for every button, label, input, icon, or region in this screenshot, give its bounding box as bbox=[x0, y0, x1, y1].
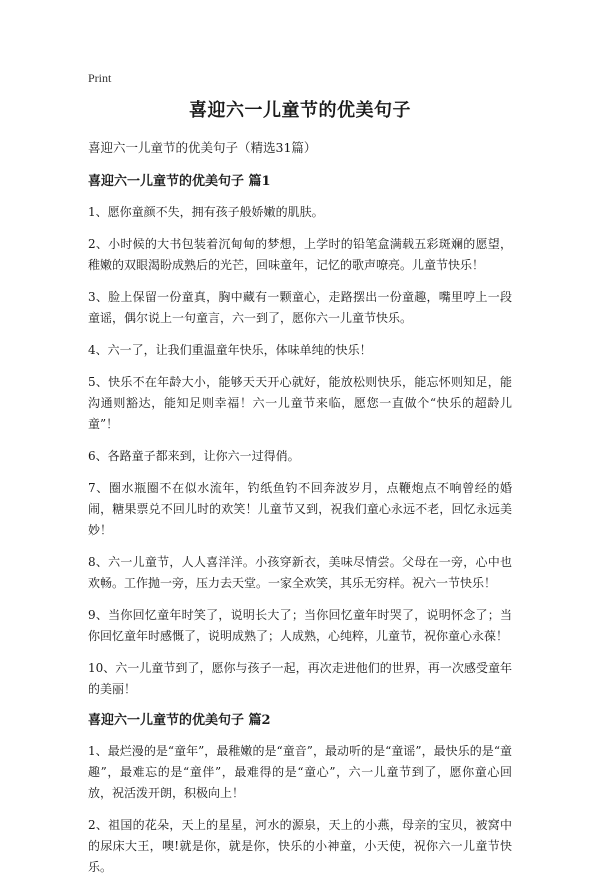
paragraph: 10、六一儿童节到了，愿你与孩子一起，再次走进他们的世界，再一次感受童年的美丽！ bbox=[88, 661, 512, 696]
paragraph: 7、圈水瓶圈不在似水流年，钓纸鱼钓不回奔波岁月，点鞭炮点不响曾经的婚闹，糖果票兑不回儿时的欢笑！儿童节又到，祝我们童心永远不老，回忆永远美妙！ bbox=[88, 481, 512, 537]
section-1 bbox=[88, 172, 512, 700]
paragraph: 1、最烂漫的是“童年”，最稚嫩的是“童音”，最动听的是“童谣”，最快乐的是“童趣”，最难忘的是“童伴”，最难得的是“童心”，六一儿童节到了，愿你童心回放，祝活泼开朗，积极向上！ bbox=[88, 744, 512, 800]
paragraph: 2、祖国的花朵，天上的星星，河水的源泉，天上的小燕，母亲的宝贝，被窝中的尿床大王，噢!就是你，就是你，快乐的小神童，小天使，祝你六一儿童节快乐。 bbox=[88, 818, 512, 874]
section-heading: 喜迎六一儿童节的优美句子 篇1 bbox=[88, 174, 271, 189]
paragraph: 1、愿你童颜不失，拥有孩子般娇嫩的肌肤。 bbox=[88, 205, 324, 219]
section-heading: 喜迎六一儿童节的优美句子 篇2 bbox=[88, 713, 271, 728]
page-title: 喜迎六一儿童节的优美句子 bbox=[189, 100, 411, 121]
paragraph: 4、六一了，让我们重温童年快乐，体味单纯的快乐！ bbox=[88, 343, 372, 357]
paragraph: 5、快乐不在年龄大小，能够天天开心就好，能放松则快乐，能忘怀则知足，能沟通则豁达，能知足则幸福！六一儿童节来临，愿您一直做个“快乐的超龄儿童”！ bbox=[88, 375, 512, 431]
paragraph: 3、脸上保留一份童真，胸中藏有一颗童心，走路摆出一份童趣，嘴里哼上一段童谣，偶尔说上一句童言，六一到了，愿你六一儿童节快乐。 bbox=[88, 290, 512, 325]
paragraph: 2、小时候的大书包装着沉甸甸的梦想，上学时的铅笔盒满载五彩斑斓的愿望，稚嫩的双眼渴盼成熟后的光芒，回味童年，记忆的歌声嘹亮。儿童节快乐！ bbox=[88, 237, 512, 272]
paragraph: 6、各路童子都来到，让你六一过得俏。 bbox=[88, 449, 300, 463]
page-subtitle: 喜迎六一儿童节的优美句子（精选31篇） bbox=[88, 140, 317, 155]
print-label[interactable]: Print bbox=[88, 71, 112, 85]
paragraph: 9、当你回忆童年时笑了，说明长大了；当你回忆童年时哭了，说明怀念了；当你回忆童年时感慨了，说明成熟了；人成熟，心纯粹，儿童节，祝你童心永葆！ bbox=[88, 608, 512, 643]
section-2 bbox=[88, 711, 512, 878]
paragraph: 8、六一儿童节，人人喜洋洋。小孩穿新衣，美味尽情尝。父母在一旁，心中也欢畅。工作抛一旁，压力去天堂。一家全欢笑，其乐无穷样。祝六一节快乐！ bbox=[88, 555, 512, 590]
